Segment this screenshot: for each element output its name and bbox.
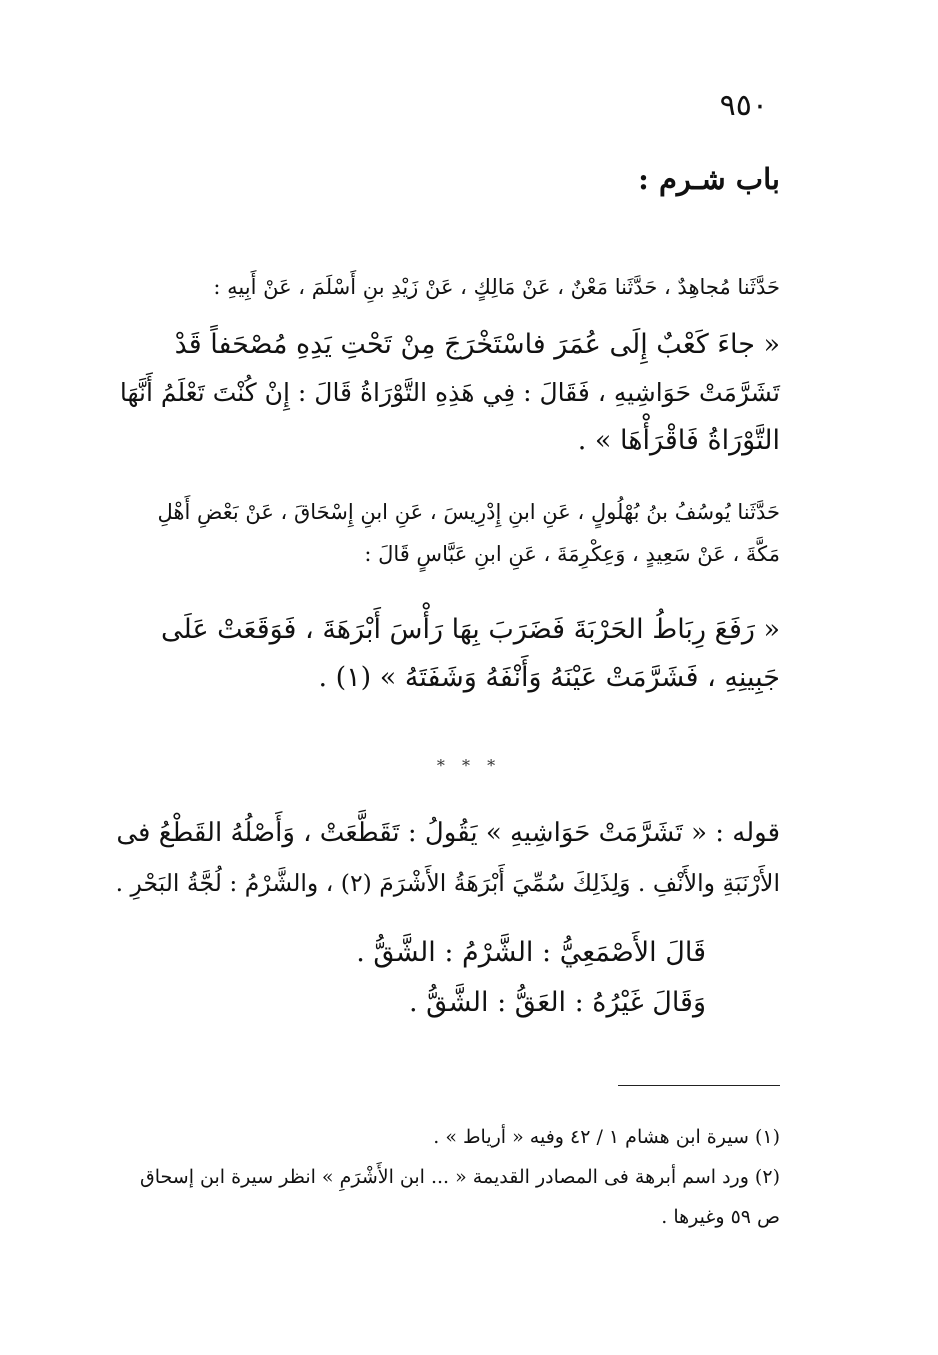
asmai-quote: قَالَ الأَصْمَعِيُّ : الشَّرْمُ : الشَّقُّ . (356, 937, 706, 968)
other-quote: وَقَالَ غَيْرُهُ : العَقُّ : الشَّقُّ . (409, 987, 706, 1018)
isnad-1-line-1: حَدَّثَنا مُجاهِدٌ ، حَدَّثَنا مَعْنٌ ، عَنْ مَالِكٍ ، عَنْ زَيْدِ بنِ أَسْلَمَ ، عَنْ أَبِيهِ : (213, 275, 780, 299)
footnote-divider (618, 1085, 780, 1086)
footnote-1: (١) سيرة ابن هشام ١ / ٤٢ وفيه « أرياط » . (433, 1126, 780, 1148)
hadith-quote-2 (112, 606, 780, 702)
commentary-line-2: الأَرْنَبَةِ والأَنْفِ . وَلِذَلِكَ سُمِّيَ أَبْرَهَةُ الأَشْرَمَ (٢) ، والشَّرْمُ : لُجَّةُ البَحْرِ . (115, 869, 780, 897)
footnote-2-continued: ص ٥٩ وغيرها . (661, 1206, 780, 1228)
quote-2-line-2: جَبِينِهِ ، فَشَرَّمَتْ عَيْنَهُ وَأَنْفَهُ وَشَفَتَهُ » (١) . (318, 662, 780, 693)
isnad-2-line-2: مَكَّةَ ، عَنْ سَعِيدٍ ، وَعِكْرِمَةَ ، عَنِ ابنِ عَبَّاسٍ قَالَ : (364, 542, 780, 566)
footnotes (112, 1117, 780, 1237)
page-number: ٩٥٠ (719, 88, 768, 123)
isnad-paragraph-2 (112, 491, 780, 575)
quote-1-line-3: التَّوْرَاةُ فَاقْرَأْهَا » . (577, 425, 780, 456)
commentary-paragraph (112, 808, 780, 908)
isnad-paragraph-1 (112, 266, 780, 308)
quote-1-line-2: تَشَرَّمَتْ حَوَاشِيهِ ، فَقَالَ : فِي هَذِهِ التَّوْرَاةُ قَالَ : إِنْ كُنْتَ تَعْلَمُ أَنَّهَا (119, 378, 780, 407)
footnote-2: (٢) ورد اسم أبرهة فى المصادر القديمة « ... ابن الأَشْرَمِ » انظر سيرة ابن إسحاق (140, 1166, 780, 1188)
quote-1-line-1: « جاءَ كَعْبٌ إِلَى عُمَرَ فاسْتَخْرَجَ مِنْ تَحْتِ يَدِهِ مُصْحَفاً قَدْ (174, 329, 780, 360)
quote-2-line-1: « رَفَعَ رِبَاطُ الحَرْبَةَ فَضَرَبَ بِهَا رَأْسَ أَبْرَهَةَ ، فَوَقَعَتْ عَلَى (161, 614, 780, 645)
chapter-title: باب شـرم : (638, 162, 780, 196)
isnad-2-line-1: حَدَّثَنا يُوسُفُ بنُ بُهْلُولٍ ، عَنِ ابنِ إِدْرِيسَ ، عَنِ ابنِ إِسْحَاقَ ، عَنْ بَعْضِ أَهْلِ (157, 500, 780, 524)
section-separator: * * * (436, 756, 502, 775)
commentary-quotes (112, 928, 706, 1028)
commentary-line-1: قوله : « تَشَرَّمَتْ حَوَاشِيهِ » يَقُولُ : تَقَطَّعَتْ ، وَأَصْلُهُ القَطْعُ فى (116, 818, 780, 848)
hadith-quote-1 (112, 321, 780, 465)
